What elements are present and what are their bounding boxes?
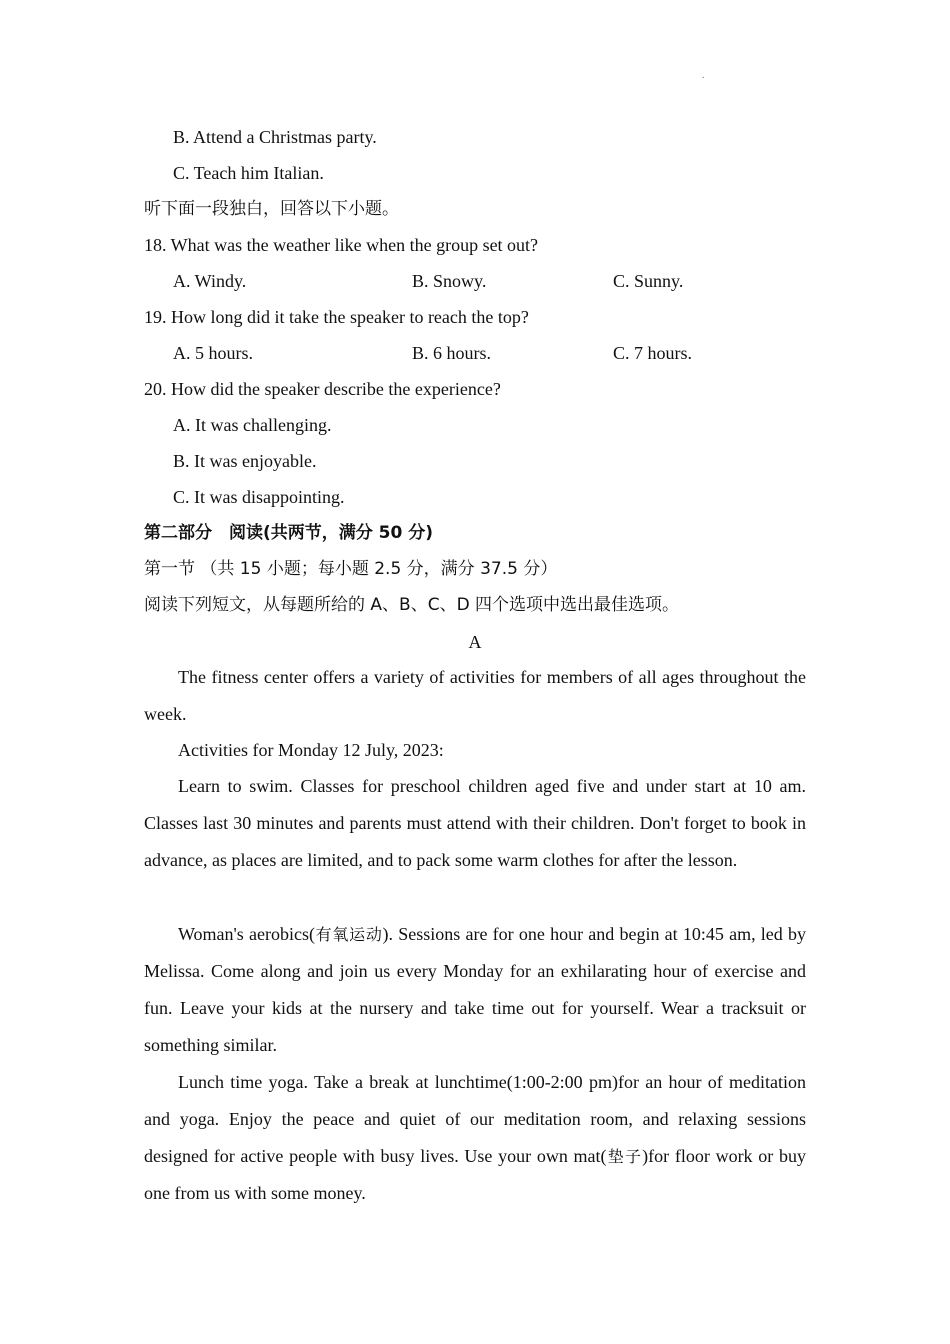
passage-paragraph-date: Activities for Monday 12 July, 2023: (178, 740, 444, 760)
q19-question: 19. How long did it take the speaker to reach the top? (144, 307, 529, 327)
q18-option-a: A. Windy. (173, 271, 247, 291)
q20-option-a: A. It was challenging. (173, 415, 332, 435)
yoga-text-start: Lunch time yoga. Take a break at lunchtime(1:00-2:00 pm)for an hour of meditation and yoga. Enjoy the peace and quiet of our meditation room, and relaxing sessions designed for active people with busy lives. Use your own mat( (144, 1072, 806, 1166)
q20-option-b: B. It was enjoyable. (173, 451, 317, 471)
q17-option-c: C. Teach him Italian. (173, 163, 324, 183)
q20-question: 20. How did the speaker describe the experience? (144, 379, 501, 399)
q17-option-b: B. Attend a Christmas party. (173, 127, 377, 147)
passage-label: A (468, 632, 482, 652)
passage-paragraph-swim: Learn to swim. Classes for preschool children aged five and under start at 10 am. Classes last 30 minutes and parents must attend with their children. Don't forget to book in advance, as places are limited, and to pack some warm clothes for after the lesson. (144, 776, 806, 870)
q18-option-c: C. Sunny. (613, 271, 684, 291)
mat-gloss: 垫子 (606, 1147, 643, 1166)
yoga-text-end: )for floor work or buy one from us with some money. (144, 1146, 806, 1203)
q20-option-c: C. It was disappointing. (173, 487, 345, 507)
monologue-instruction: 听下面一段独白，回答以下小题。 (144, 199, 399, 219)
passage-paragraph-intro: The fitness center offers a variety of activities for members of all ages throughout the week. (144, 667, 806, 724)
q19-option-c: C. 7 hours. (613, 343, 693, 363)
q18-question: 18. What was the weather like when the group set out? (144, 235, 539, 255)
aerobics-text-start: Woman's aerobics( (178, 924, 315, 944)
aerobics-gloss: 有氧运动 (314, 925, 383, 944)
passage-paragraph-aerobics (144, 916, 806, 1064)
header-mark: . (702, 70, 705, 81)
q19-option-a: A. 5 hours. (173, 343, 253, 363)
reading-instruction: 阅读下列短文，从每题所给的 A、B、C、D 四个选项中选出最佳选项。 (144, 595, 680, 615)
passage-paragraph-yoga (144, 1064, 806, 1212)
section1-heading: 第一节 （共 15 小题；每小题 2.5 分，满分 37.5 分） (144, 559, 558, 579)
q18-option-b: B. Snowy. (412, 271, 487, 291)
aerobics-text-end: ). Sessions are for one hour and begin at 10:45 am, led by Melissa. Come along and join us every Monday for an exhilarating hour of exercise and fun. Leave your kids at the nursery and take time out for yourself. Wear a tracksuit or something similar. (144, 924, 807, 1055)
part2-heading: 第二部分 阅读(共两节，满分 50 分) (144, 523, 434, 543)
q19-option-b: B. 6 hours. (412, 343, 492, 363)
